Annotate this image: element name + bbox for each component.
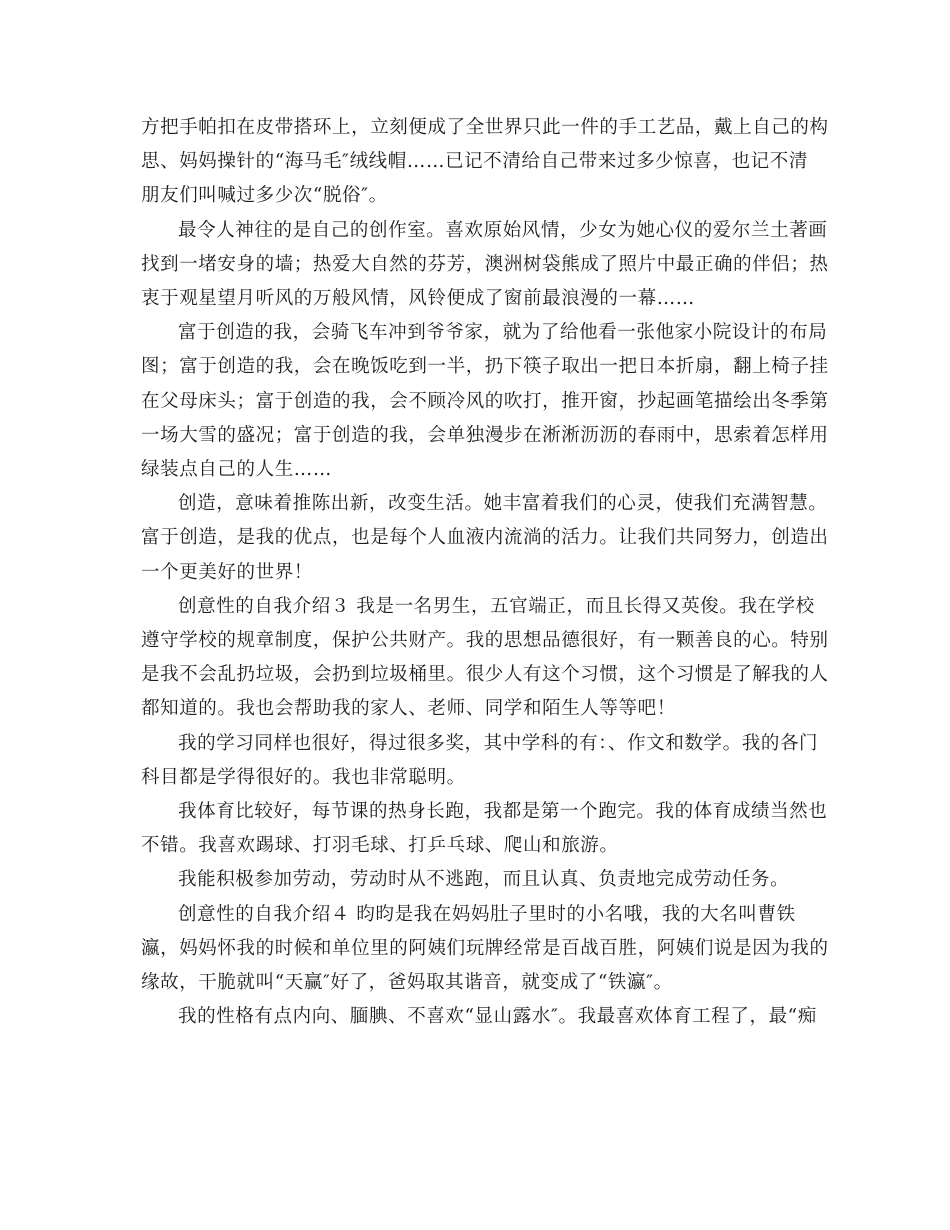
paragraph-4 (141, 487, 829, 590)
text-line: 图；富于创造的我，会在晚饭吃到一半，扔下筷子取出一把日本折扇，翻上椅子挂 (141, 356, 829, 378)
paragraph-2 (141, 214, 829, 317)
document-body (141, 111, 829, 1034)
paragraph-1 (141, 111, 829, 214)
text-line: 我体育比较好，每节课的热身长跑，我都是第一个跑完。我的体育成绩当然也 (178, 801, 828, 823)
text-line: 绿装点自己的人生…… (141, 459, 333, 481)
text-line: 找到一堵安身的墙；热爱大自然的芬芳，澳洲树袋熊成了照片中最正确的伴侣；热 (141, 253, 829, 275)
paragraph-8 (141, 863, 813, 897)
text-line: 都知道的。我也会帮助我的家人、老师、同学和陌生人等等吧！ (141, 698, 676, 720)
text-line: 缘故，干脆就叫“天赢″好了，爸妈取其谐音，就变成了“铁瀛″。 (141, 972, 673, 994)
text-line: 一个更美好的世界！ (141, 561, 313, 583)
text-line: 方把手帕扣在皮带搭环上，立刻便成了全世界只此一件的手工艺品，戴上自己的构 (141, 117, 829, 138)
text-line: 思、妈妈操针的“海马毛″绒线帽……已记不清给自己带来过多少惊喜，也记不清 (141, 151, 808, 173)
text-line: 富于创造的我，会骑飞车冲到爷爷家，就为了给他看一张他家小院设计的布局 (178, 322, 828, 344)
text-line: 我的学习同样也很好，得过很多奖，其中学科的有：、作文和数学。我的各门 (178, 732, 819, 754)
text-line: 科目都是学得很好的。我也非常聪明。 (141, 766, 466, 788)
text-line: 创意性的自我介绍４ 昀昀是我在妈妈肚子里时的小名哦，我的大名叫曹铁 (178, 903, 796, 925)
text-line: 不错。我喜欢踢球、打羽毛球、打乒乓球、爬山和旅游。 (141, 835, 619, 857)
text-line: 我能积极参加劳动，劳动时从不逃跑，而且认真、负责地完成劳动任务。 (178, 869, 790, 891)
text-line: 朋友们叫喊过多少次“脱俗″。 (141, 185, 388, 207)
text-line: 富于创造，是我的优点，也是每个人血液内流淌的活力。让我们共同努力，创造出 (141, 527, 829, 549)
paragraph-9 (141, 898, 829, 1001)
text-line: 创意性的自我介绍３ 我是一名男生，五官端正，而且长得又英俊。我在学校 (178, 595, 815, 617)
text-line: 衷于观星望月听风的万般风情，风铃便成了窗前最浪漫的一幕…… (141, 288, 695, 310)
text-line: 一场大雪的盛况；富于创造的我，会单独漫步在淅淅沥沥的春雨中，思索着怎样用 (141, 424, 829, 446)
paragraph-3 (141, 316, 829, 487)
paragraph-7 (141, 795, 828, 863)
text-line: 在父母床头；富于创造的我，会不顾冷风的吹打，推开窗，抄起画笔描绘出冬季第 (141, 390, 829, 412)
paragraph-10 (141, 1000, 817, 1034)
text-line: 我的性格有点内向、腼腆、不喜欢“显山露水″。我最喜欢体育工程了，最“痴 (178, 1006, 817, 1028)
paragraph-6 (141, 727, 819, 795)
text-line: 瀛，妈妈怀我的时候和单位里的阿姨们玩牌经常是百战百胜，阿姨们说是因为我的 (141, 937, 829, 959)
paragraph-5 (141, 590, 829, 727)
text-line: 是我不会乱扔垃圾，会扔到垃圾桶里。很少人有这个习惯，这个习惯是了解我的人 (141, 664, 829, 686)
text-line: 遵守学校的规章制度，保护公共财产。我的思想品德很好，有一颗善良的心。特别 (141, 630, 829, 652)
text-line: 最令人神往的是自己的创作室。喜欢原始风情，少女为她心仪的爱尔兰土著画 (178, 219, 828, 241)
text-line: 创造，意味着推陈出新，改变生活。她丰富着我们的心灵，使我们充满智慧。 (178, 493, 828, 515)
